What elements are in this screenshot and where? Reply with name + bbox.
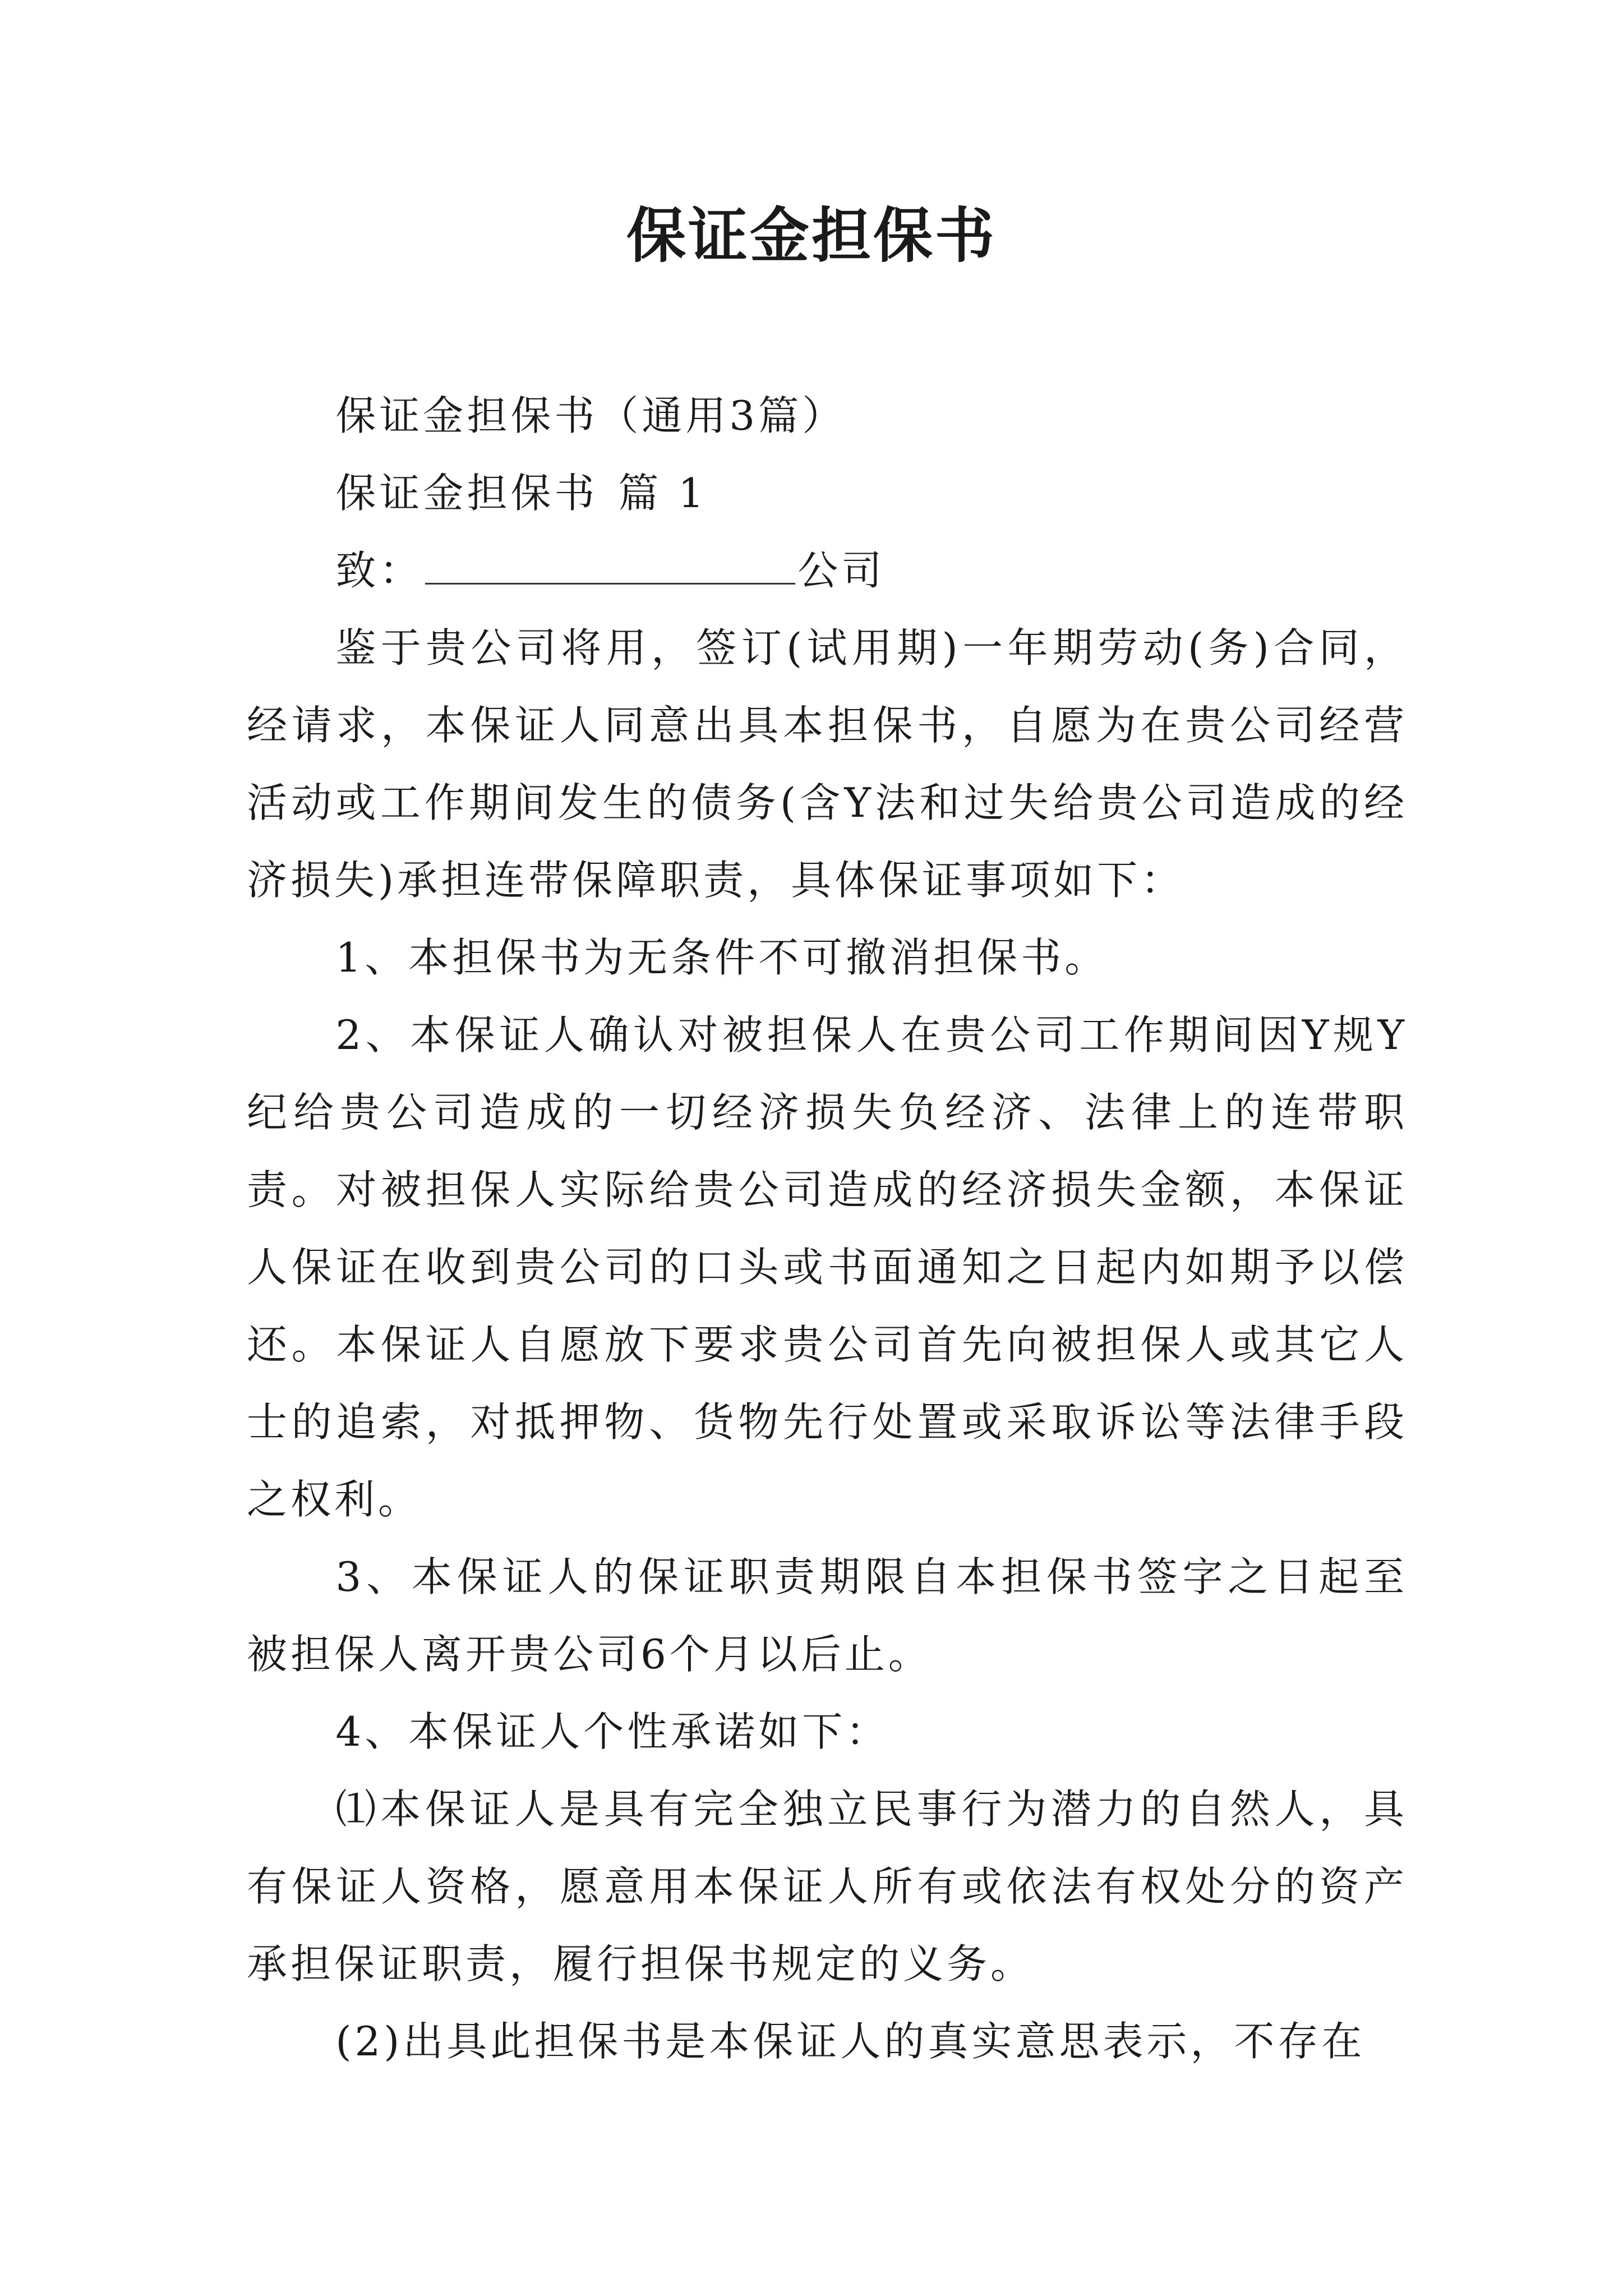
paragraph-item-1: 1、本担保书为无条件不可撤消担保书。 [335, 934, 1109, 981]
paragraph-intro: 鉴于贵公司将用，签订(试用期)一年期劳动(务)合同，经请求，本保证人同意出具本担保书，自愿为在贵公司经营活动或工作期间发生的债务(含Y法和过失给贵公司造成的经济损失)承担连带保障职责，具体保证事项如下： [247, 624, 1408, 904]
addressee-line [247, 532, 1408, 609]
addressee-suffix: 公司 [797, 547, 886, 594]
paragraph-item-2: 2、本保证人确认对被担保人在贵公司工作期间因Y规Y纪给贵公司造成的一切经济损失负经济、法律上的连带职责。对被担保人实际给贵公司造成的经济损失金额，本保证人保证在收到贵公司的口头或书面通知之日起内如期予以偿还。本保证人自愿放下要求贵公司首先向被担保人或其它人士的追索，对抵押物、货物先行处置或采取诉讼等法律手段之权利。 [247, 1011, 1408, 1523]
section-heading-text: 保证金担保书 [335, 470, 598, 517]
document-body [247, 377, 1408, 2080]
addressee-prefix: 致： [335, 547, 423, 594]
paragraph-item-3: 3、本保证人的保证职责期限自本担保书签字之日起至被担保人离开贵公司6个月以后止。 [247, 1553, 1408, 1678]
paragraph-item-4: 4、本保证人个性承诺如下： [335, 1708, 890, 1755]
addressee-blank-line [425, 544, 795, 585]
paragraph-subitem-2: (2)出具此担保书是本保证人的真实意思表示，不存在 [335, 2018, 1366, 2065]
paragraph-subitem-1: ⑴本保证人是具有完全独立民事行为潜力的自然人，具有保证人资格，愿意用本保证人所有或依法有权处分的资产承担保证职责，履行担保书规定的义务。 [247, 1786, 1408, 1987]
section-heading [247, 454, 1408, 532]
document-subtitle: 保证金担保书（通用3篇） [335, 392, 846, 439]
section-heading-number: 篇 1 [618, 470, 708, 517]
document-title: 保证金担保书 [626, 200, 997, 270]
